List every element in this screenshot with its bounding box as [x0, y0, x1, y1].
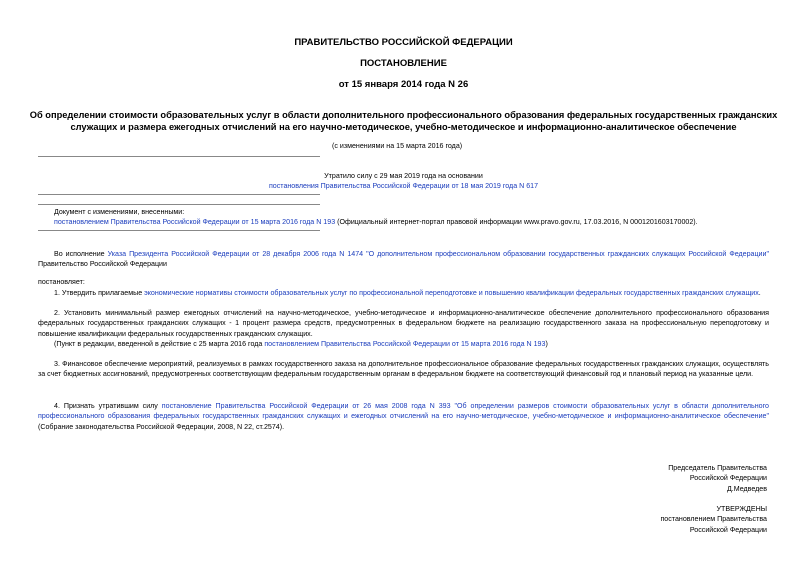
divider — [38, 204, 320, 205]
date-number-heading: от 15 января 2014 года N 26 — [338, 79, 469, 90]
item-2: 2. Установить минимальный размер ежегодных отчислений на научно-методическое, учебно-методическое и информационно-аналитическое обеспечение дополнительного профессионального образования федеральных государственных гражданских служащих - 1 процент размера средств, предусмотренных в федеральном бюджете на реализацию государственного заказа на профессиональную переподготовку и повышение квалификации федеральных государственных гражданских служащих. — [38, 309, 769, 338]
divider — [38, 156, 320, 157]
approved-by: постановлением Правительства — [660, 515, 767, 524]
divider — [38, 194, 320, 195]
document-title: Об определении стоимости образовательных услуг в области дополнительного профессионального образования федеральных государственных гражданских служащих и размера ежегодных отчислений на его научно-методическое, учебно-методическое и информационно-аналитическое обеспечение — [29, 110, 778, 132]
changes-label: Документ с изменениями, внесенными: — [54, 208, 185, 216]
amendment-note: (с изменениями на 15 марта 2016 года) — [332, 142, 463, 150]
item-2-note-tail: ) — [545, 340, 548, 348]
signature-org: Российской Федерации — [689, 474, 767, 483]
changes-tail: (Официальный интернет-портал правовой информации www.pravo.gov.ru, 17.03.2016, N 0001201603170002). — [335, 218, 698, 226]
item-4 — [38, 401, 769, 432]
item-1 — [38, 288, 769, 298]
approved-title: УТВЕРЖДЕНЫ — [716, 505, 767, 513]
expired-link[interactable]: постановления Правительства Российской Федерации от 18 мая 2019 года N 617 — [268, 182, 539, 190]
signature-title: Председатель Правительства — [668, 464, 767, 472]
item-3: 3. Финансовое обеспечение мероприятий, реализуемых в рамках государственного заказа на дополнительное профессиональное образование федеральных государственных гражданских служащих, осуществлять за счет бюджетных ассигнований, предусмотренных соответствующим федеральным государственным органам в федеральном бюджете на соответствующий финансовый год и плановый период на указанные цели. — [38, 360, 769, 379]
signature-name: Д.Медведев — [726, 484, 767, 493]
item-2-note-link[interactable]: постановлением Правительства Российской Федерации от 15 марта 2016 года N 193 — [264, 340, 546, 348]
changes-link[interactable]: постановлением Правительства Российской Федерации от 15 марта 2016 года N 193 — [54, 218, 336, 226]
approved-block — [660, 504, 767, 535]
government-heading: ПРАВИТЕЛЬСТВО РОССИЙСКОЙ ФЕДЕРАЦИИ — [294, 37, 513, 48]
preamble-link[interactable]: Указа Президента Российской Федерации от 28 декабря 2006 года N 1474 "О дополнительном профессиональном образовании государственных гражданских служащих Российской Федерации" — [107, 250, 769, 258]
signature-block — [668, 463, 767, 494]
expired-note: Утратило силу с 29 мая 2019 года на основании — [324, 172, 483, 180]
document-type-heading: ПОСТАНОВЛЕНИЕ — [360, 58, 447, 69]
approved-org: Российской Федерации — [689, 525, 767, 534]
item-2-note-lead: (Пункт в редакции, введенной в действие с 25 марта 2016 года — [54, 340, 265, 348]
preamble-tail: Правительство Российской Федерации — [38, 260, 167, 269]
decides-text: постановляет: — [38, 278, 85, 286]
preamble-paragraph — [38, 249, 769, 270]
preamble-lead: Во исполнение — [54, 250, 108, 258]
item-1-link[interactable]: экономические нормативы стоимости образовательных услуг по профессиональной переподготовке и повышению квалификации федеральных государственных гражданских служащих — [144, 289, 759, 297]
item-4-tail: (Собрание законодательства Российской Федерации, 2008, N 22, ст.2574). — [38, 422, 285, 431]
divider — [38, 230, 320, 231]
changes-line — [54, 217, 774, 227]
item-1-tail: . — [758, 289, 761, 297]
item-4-link[interactable]: постановление Правительства Российской Федерации от 26 мая 2008 года N 393 "Об определении размеров стоимости образовательных услуг в области дополнительного профессионального образования федеральных государственных гражданских служащих и ежегодных отчислений на его научно-методическое, учебно-методическое и информационно-аналитическое обеспечение" — [38, 402, 769, 421]
item-2-note — [38, 339, 769, 349]
item-4-lead: 4. Признать утратившим силу — [54, 402, 162, 410]
item-1-lead: 1. Утвердить прилагаемые — [54, 289, 145, 297]
